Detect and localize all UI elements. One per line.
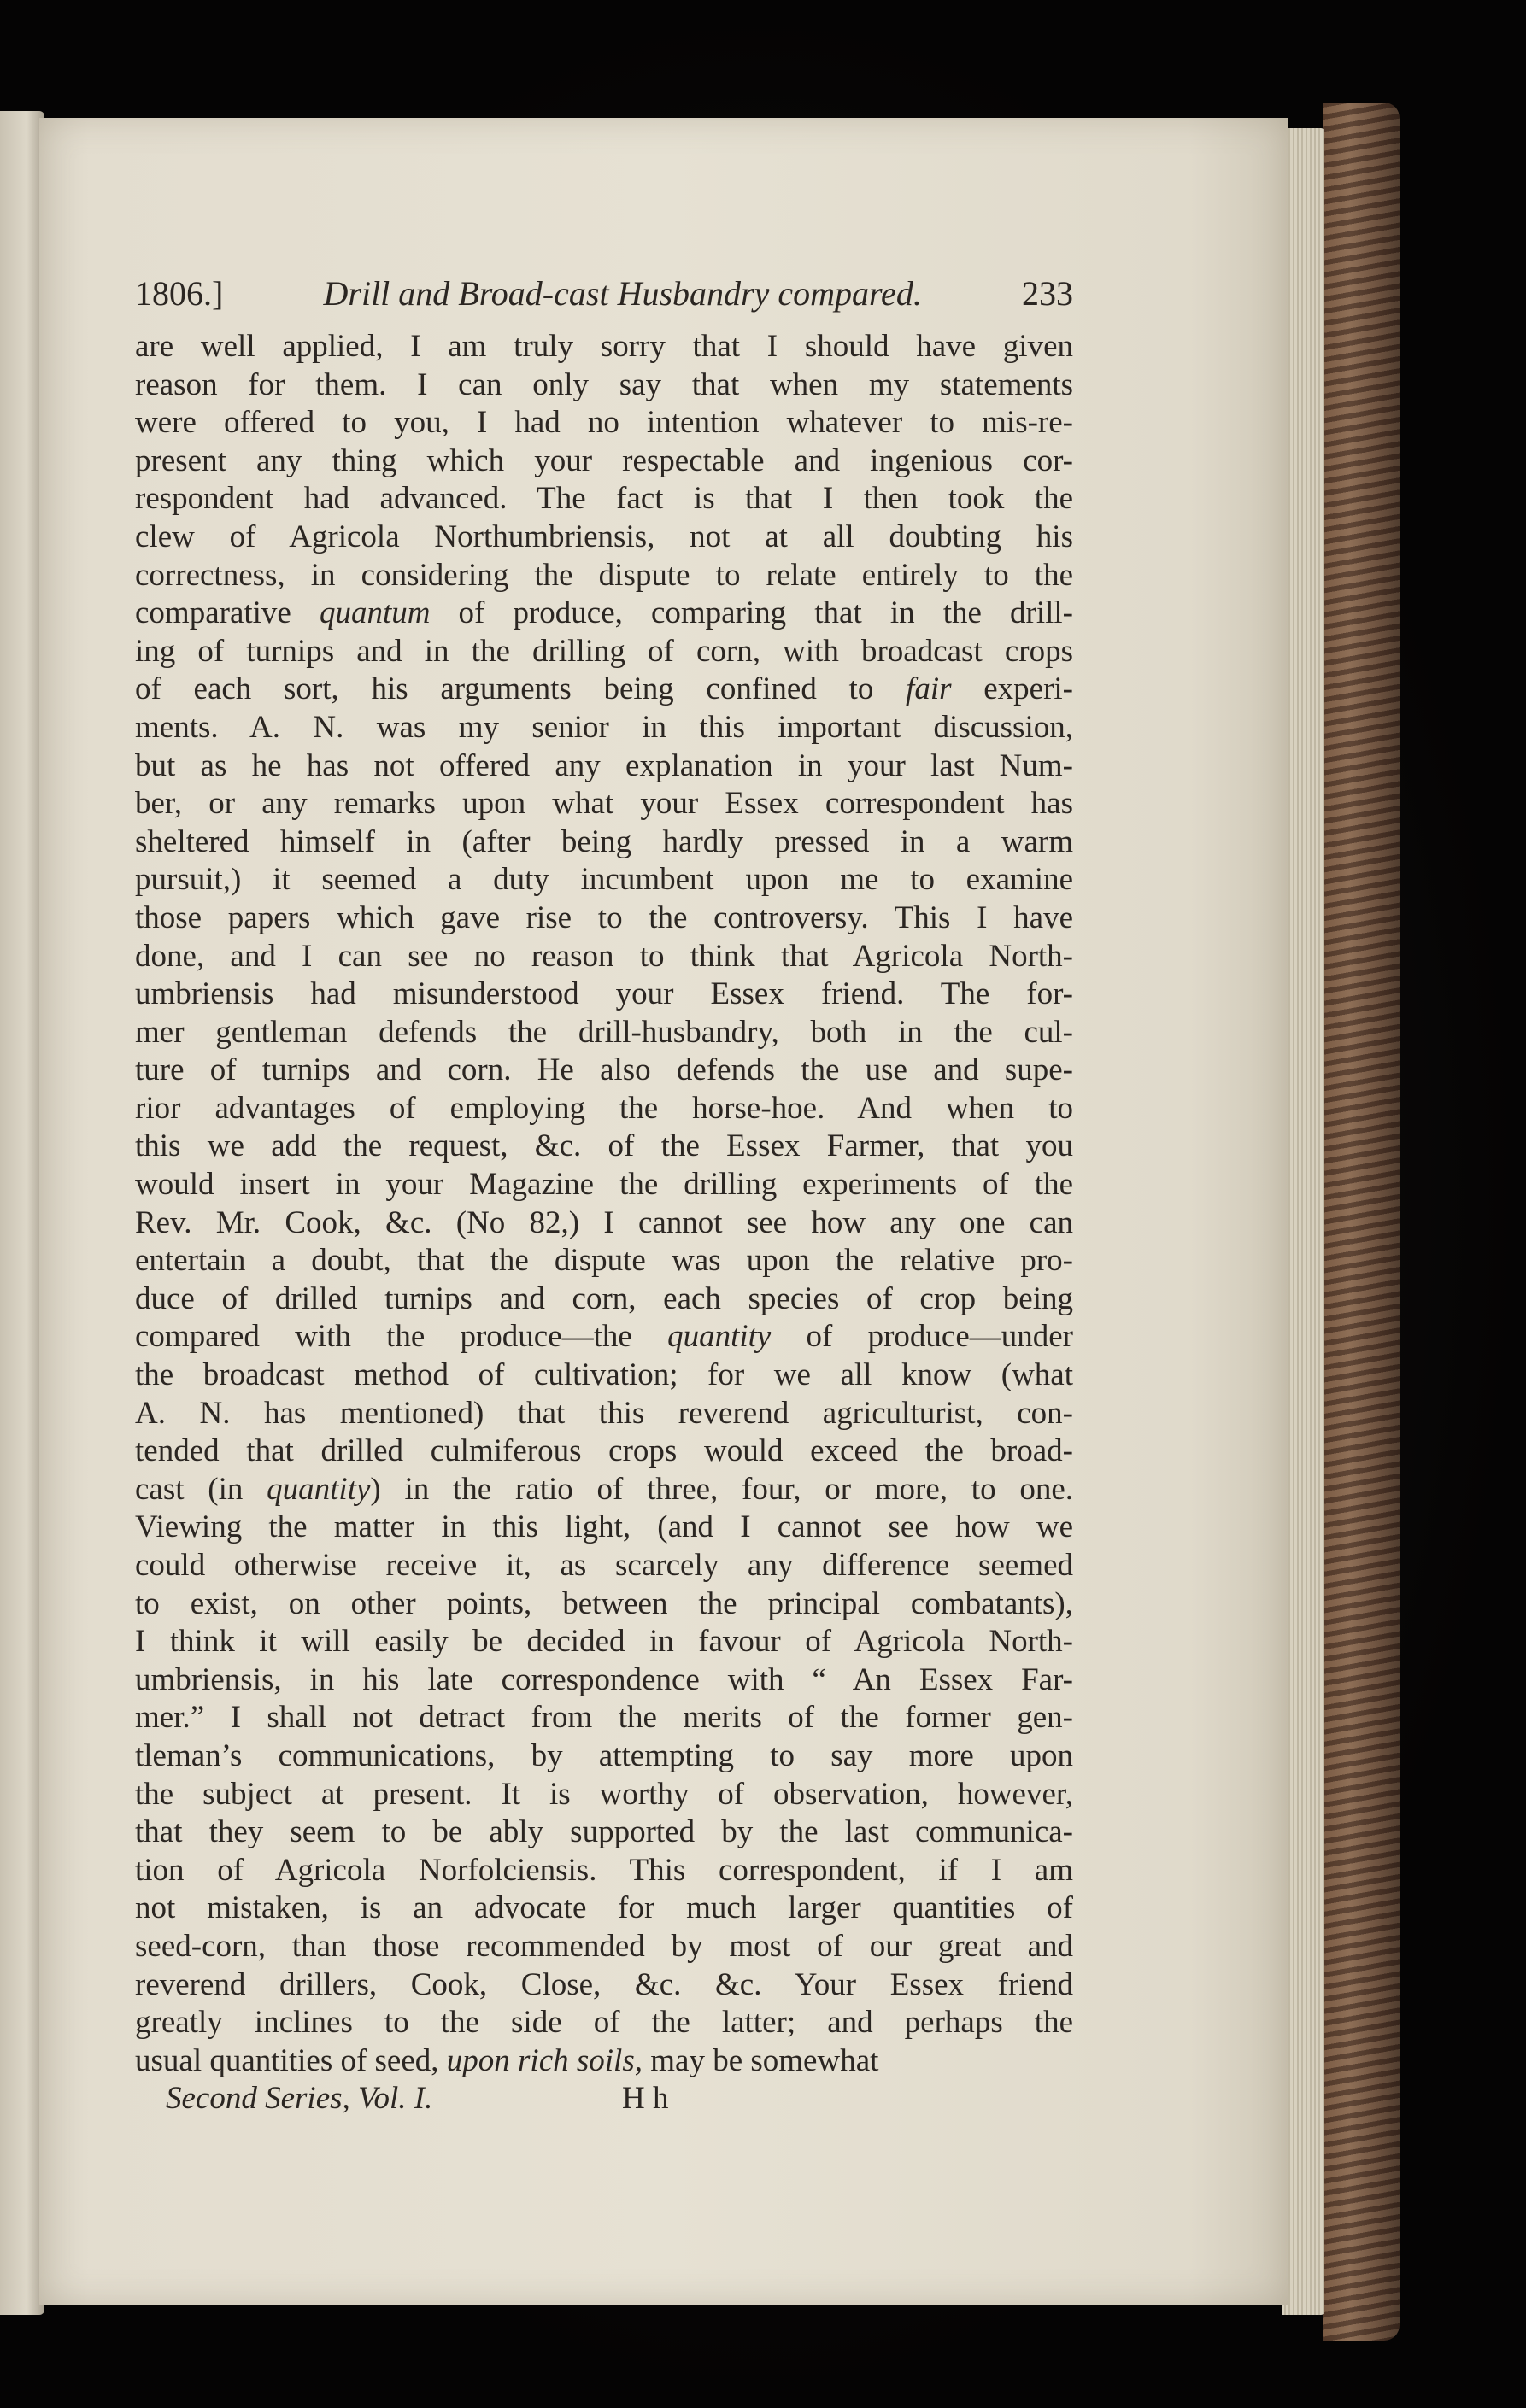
text-line: [135, 1471, 1073, 1509]
text-line: [135, 823, 1073, 862]
left-page-edge: [0, 111, 44, 2315]
body-text: [135, 328, 1073, 2080]
text-segment: those papers which gave rise to the controversy. This I have: [135, 899, 1073, 935]
italic-text: quantity: [667, 1319, 772, 1355]
text-line: [135, 1813, 1073, 1852]
text-segment: greatly inclines to the side of the latter; and perhaps the: [135, 2005, 1073, 2041]
text-line: [135, 1280, 1073, 1319]
text-line: [135, 785, 1073, 823]
header-title: Drill and Broad-cast Husbandry compared.: [323, 274, 922, 313]
text-segment: the broadcast method of cultivation; for we all know (what: [135, 1357, 1073, 1393]
text-segment: rior advantages of employing the horse-hoe. And when to: [135, 1090, 1073, 1126]
text-segment: reason for them. I can only say that when my statements: [135, 366, 1073, 402]
text-segment: duce of drilled turnips and corn, each species of crop being: [135, 1280, 1073, 1316]
text-line: [135, 1128, 1073, 1166]
text-segment: ) in the ratio of three, four, or more, to one.: [370, 1471, 1074, 1507]
text-segment: to exist, on other points, between the principal combatants),: [135, 1585, 1073, 1621]
text-segment: usual quantities of seed,: [135, 2042, 447, 2078]
text-segment: are well applied, I am truly sorry that I should have given: [135, 329, 1073, 364]
text-segment: the subject at present. It is worthy of observation, however,: [135, 1776, 1073, 1812]
text-segment: umbriensis, in his late correspondence with “ An Essex Far-: [135, 1661, 1073, 1697]
text-line: [135, 1547, 1073, 1585]
text-segment: I think it will easily be decided in favour of Agricola North-: [135, 1624, 1073, 1660]
text-segment: of produce, comparing that in the drill-: [430, 595, 1073, 631]
text-line: [135, 1585, 1073, 1624]
text-line: [135, 1204, 1073, 1243]
text-line: [135, 976, 1073, 1014]
text-segment: could otherwise receive it, as scarcely any difference seemed: [135, 1548, 1073, 1583]
page-footer: [135, 2080, 1073, 2118]
italic-text: upon rich soils,: [446, 2042, 643, 2078]
text-segment: were offered to you, I had no intention whatever to mis-re-: [135, 405, 1073, 441]
text-segment: A. N. has mentioned) that this reverend agriculturist, con-: [135, 1395, 1073, 1431]
text-segment: not mistaken, is an advocate for much larger quantities of: [135, 1890, 1073, 1926]
text-line: [135, 480, 1073, 519]
text-line: [135, 1966, 1073, 2005]
text-line: [135, 1395, 1073, 1433]
text-segment: cast (in: [135, 1471, 267, 1507]
text-segment: ber, or any remarks upon what your Essex correspondent has: [135, 786, 1073, 822]
text-segment: reverend drillers, Cook, Close, &c. &c. Your Essex friend: [135, 1966, 1073, 2002]
text-line: [135, 1242, 1073, 1280]
text-line: [135, 1661, 1073, 1700]
text-segment: may be somewhat: [643, 2042, 879, 2078]
text-line: [135, 1356, 1073, 1395]
text-line: [135, 1623, 1073, 1661]
text-segment: experi-: [951, 671, 1073, 707]
text-line: [135, 861, 1073, 899]
text-segment: but as he has not offered any explanation in your last Num-: [135, 747, 1073, 783]
text-line: [135, 938, 1073, 976]
text-line: [135, 1699, 1073, 1737]
text-line: [135, 633, 1073, 671]
text-line: [135, 1852, 1073, 1890]
text-line: [135, 1014, 1073, 1052]
header-year: 1806.]: [135, 274, 224, 313]
text-line: [135, 442, 1073, 481]
text-segment: seed-corn, than those recommended by most of our great and: [135, 1928, 1073, 1964]
text-line: [135, 1776, 1073, 1814]
text-segment: correctness, in considering the dispute to relate entirely to the: [135, 557, 1073, 593]
text-line: [135, 1889, 1073, 1928]
text-line: [135, 557, 1073, 595]
text-line: [135, 519, 1073, 557]
text-segment: would insert in your Magazine the drilling experiments of the: [135, 1167, 1073, 1203]
text-segment: umbriensis had misunderstood your Essex friend. The for-: [135, 976, 1073, 1012]
text-segment: compared with the produce—the: [135, 1319, 668, 1355]
text-line: [135, 709, 1073, 747]
text-line: [135, 1166, 1073, 1204]
text-segment: Rev. Mr. Cook, &c. (No 82,) I cannot see how any one can: [135, 1204, 1073, 1240]
text-segment: done, and I can see no reason to think that Agricola North-: [135, 938, 1073, 974]
text-line: [135, 2004, 1073, 2042]
text-line: [135, 1432, 1073, 1471]
text-line: [135, 671, 1073, 709]
marbled-cover-edge: [1323, 103, 1400, 2341]
series-volume: Second Series, Vol. I.: [166, 2081, 433, 2117]
text-segment: clew of Agricola Northumbriensis, not at all doubting his: [135, 519, 1073, 554]
text-segment: ing of turnips and in the drilling of corn, with broadcast crops: [135, 633, 1073, 669]
text-segment: comparative: [135, 595, 320, 631]
text-line: [135, 1318, 1073, 1356]
text-segment: mer.” I shall not detract from the merits of the former gen-: [135, 1700, 1073, 1736]
page-number: 233: [1021, 274, 1073, 313]
text-line: [135, 2042, 1073, 2081]
text-segment: this we add the request, &c. of the Essex Farmer, that you: [135, 1128, 1073, 1164]
page-content: [135, 270, 1073, 2118]
italic-text: quantity: [267, 1471, 371, 1507]
text-line: [135, 404, 1073, 442]
text-line: [135, 595, 1073, 633]
text-line: [135, 1509, 1073, 1547]
text-segment: Viewing the matter in this light, (and I cannot see how we: [135, 1509, 1073, 1545]
text-segment: entertain a doubt, that the dispute was upon the relative pro-: [135, 1243, 1073, 1279]
text-segment: pursuit,) it seemed a duty incumbent upon me to examine: [135, 862, 1073, 898]
text-line: [135, 328, 1073, 366]
italic-text: fair: [906, 671, 952, 707]
text-line: [135, 366, 1073, 405]
signature-mark: H h: [622, 2081, 669, 2117]
running-head: [135, 270, 1073, 318]
text-line: [135, 1737, 1073, 1776]
text-segment: tion of Agricola Norfolciensis. This correspondent, if I am: [135, 1852, 1073, 1888]
text-segment: tended that drilled culmiferous crops would exceed the broad-: [135, 1433, 1073, 1469]
text-segment: of produce—under: [771, 1319, 1074, 1355]
text-segment: that they seem to be ably supported by the last communica-: [135, 1814, 1073, 1850]
text-segment: present any thing which your respectable and ingenious cor-: [135, 442, 1073, 478]
book-page: [39, 118, 1288, 2305]
text-segment: respondent had advanced. The fact is that I then took the: [135, 481, 1073, 517]
text-line: [135, 899, 1073, 938]
text-line: [135, 1052, 1073, 1090]
text-segment: tleman’s communications, by attempting to say more upon: [135, 1737, 1073, 1773]
text-line: [135, 747, 1073, 786]
text-segment: ture of turnips and corn. He also defends the use and supe-: [135, 1052, 1073, 1088]
text-segment: mer gentleman defends the drill-husbandry, both in the cul-: [135, 1014, 1073, 1050]
text-segment: ments. A. N. was my senior in this important discussion,: [135, 709, 1073, 745]
italic-text: quantum: [319, 595, 431, 631]
text-segment: sheltered himself in (after being hardly pressed in a warm: [135, 823, 1073, 859]
text-line: [135, 1090, 1073, 1128]
text-segment: of each sort, his arguments being confined to: [135, 671, 907, 707]
text-line: [135, 1928, 1073, 1966]
